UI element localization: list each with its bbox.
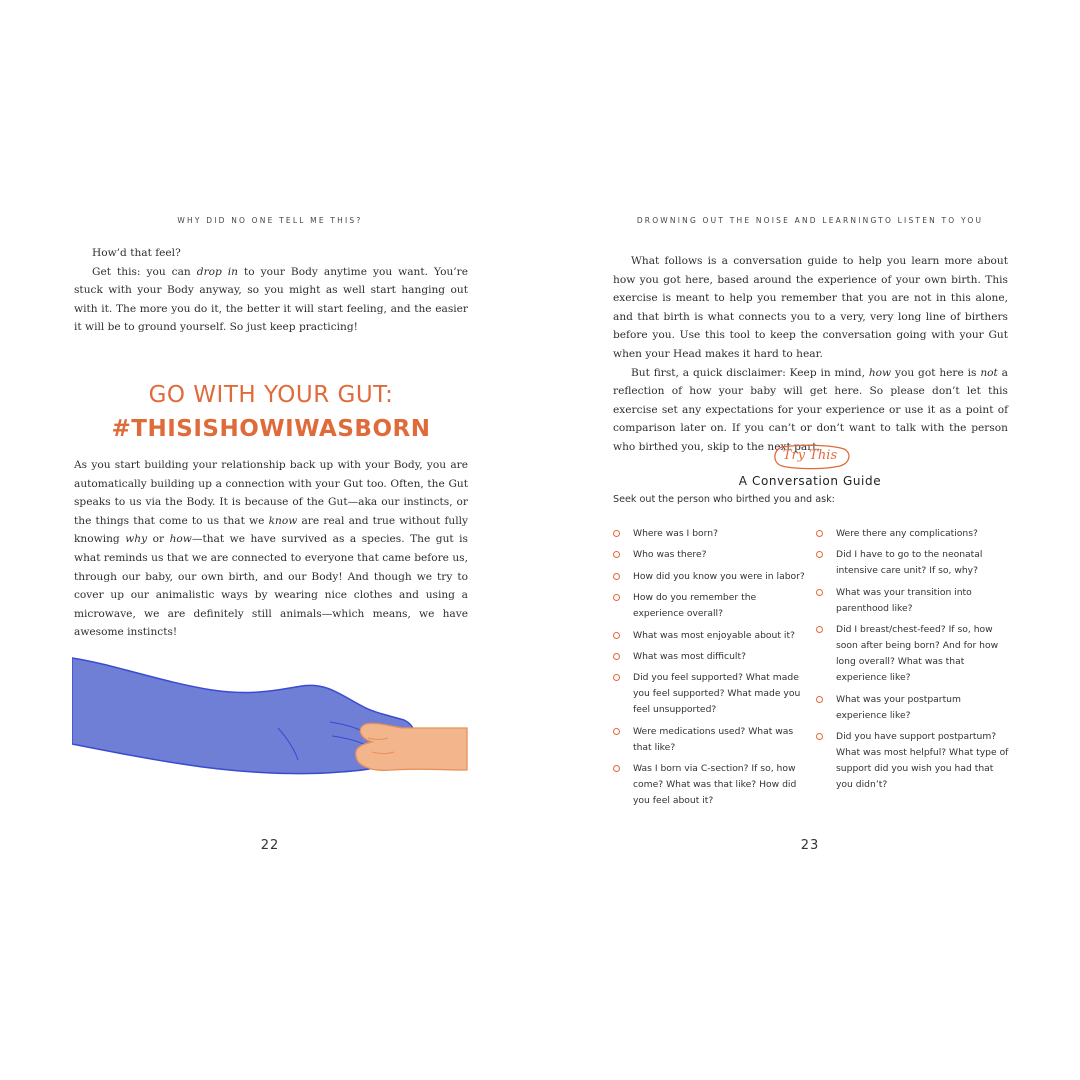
bullet-icon: [816, 733, 823, 740]
list-item: Did I breast/chest-feed? If so, how soon after being born? And for how long overall? What was that experience like?: [816, 622, 1012, 686]
list-item: Was I born via C-section? If so, how come? What was that like? How did you feel about it?: [613, 761, 809, 809]
left-section-text: [74, 456, 468, 642]
baby-hand-shape: [356, 723, 467, 770]
bullet-icon: [816, 696, 823, 703]
running-head-left: WHY DID NO ONE TELL ME THIS?: [177, 216, 363, 225]
guide-title: A Conversation Guide: [738, 474, 882, 488]
list-item: Did you have support postpartum? What was most helpful? What type of support did you wish you had that you didn’t?: [816, 729, 1012, 793]
guide-intro: Seek out the person who birthed you and ask:: [613, 494, 835, 505]
list-item: What was your transition into parenthood like?: [816, 585, 1012, 617]
paragraph: As you start building your relationship back up with your Body, you are automatically building up a connection with your Gut too. Often, the Gut speaks to us via the Body. It is because of the Gut—aka our instincts, or the things that come to us that we know are real and true without fully knowing why or how—that we have survived as a species. The gut is what reminds us that we are connected to everyone that came before us, through our baby, our own birth, and our Body! And though we try to cover up our animalistic ways by wearing nice clothes and using a microwave, we are definitely still animals—which means, we have awesome instincts!: [74, 459, 468, 639]
list-item: How did you know you were in labor?: [613, 569, 809, 585]
bullet-icon: [613, 765, 620, 772]
bullet-icon: [613, 573, 620, 580]
paragraph: How’d that feel?: [92, 247, 181, 259]
paragraph: But first, a quick disclaimer: Keep in mind, how you got here is not a reflection of how your baby will get here. So please don’t let this exercise set any expectations for your experience or use it as a point of comparison later on. If you can’t or don’t want to talk with the person who birthed you, skip to the next part.: [613, 366, 1008, 453]
questions-column-2: [816, 526, 1012, 798]
hands-illustration: [72, 652, 472, 782]
bullet-icon: [613, 653, 620, 660]
list-item: Who was there?: [613, 547, 809, 563]
right-page: [540, 0, 1080, 1080]
badge-label: Try This: [782, 448, 838, 463]
bullet-icon: [816, 626, 823, 633]
bullet-icon: [613, 674, 620, 681]
list-item: What was most difficult?: [613, 649, 809, 665]
right-intro-text: [613, 252, 1008, 457]
list-item: What was most enjoyable about it?: [613, 628, 809, 644]
heading-line-2: #THISISHOWIWASBORN: [111, 416, 431, 442]
bullet-icon: [613, 530, 620, 537]
page-number: 23: [800, 838, 820, 853]
section-heading: [74, 378, 468, 446]
left-intro-text: [74, 244, 468, 337]
bullet-icon: [613, 594, 620, 601]
heading-line-1: GO WITH YOUR GUT:: [148, 382, 394, 408]
list-item: What was your postpartum experience like?: [816, 692, 1012, 724]
questions-column-1: [613, 526, 809, 815]
bullet-icon: [816, 551, 823, 558]
try-this-badge: [772, 444, 852, 470]
bullet-icon: [816, 530, 823, 537]
bullet-icon: [613, 728, 620, 735]
list-item: How do you remember the experience overall?: [613, 590, 809, 622]
list-item: Did you feel supported? What made you feel supported? What made you feel unsupported?: [613, 670, 809, 718]
list-item: Were there any complications?: [816, 526, 1012, 542]
bullet-icon: [816, 589, 823, 596]
list-item: Did I have to go to the neonatal intensive care unit? If so, why?: [816, 547, 1012, 579]
paragraph: What follows is a conversation guide to help you learn more about how you got here, based around the experience of your own birth. This exercise is meant to help you remember that you are not in this alone, and that birth is what connects you to a very, very long line of birthers before you. Use this tool to keep the conversation going with your Gut when your Head makes it hard to hear.: [613, 255, 1008, 360]
running-head-right: DROWNING OUT THE NOISE AND LEARNINGTO LISTEN TO YOU: [636, 216, 984, 225]
paragraph: Get this: you can drop in to your Body anytime you want. You’re stuck with your Body anyway, so you might as well start hanging out with it. The more you do it, the better it will start feeling, and the easier it will be to ground yourself. So just keep practicing!: [74, 265, 468, 334]
bullet-icon: [613, 551, 620, 558]
list-item: Where was I born?: [613, 526, 809, 542]
list-item: Were medications used? What was that like?: [613, 724, 809, 756]
bullet-icon: [613, 632, 620, 639]
page-number: 22: [260, 838, 280, 853]
